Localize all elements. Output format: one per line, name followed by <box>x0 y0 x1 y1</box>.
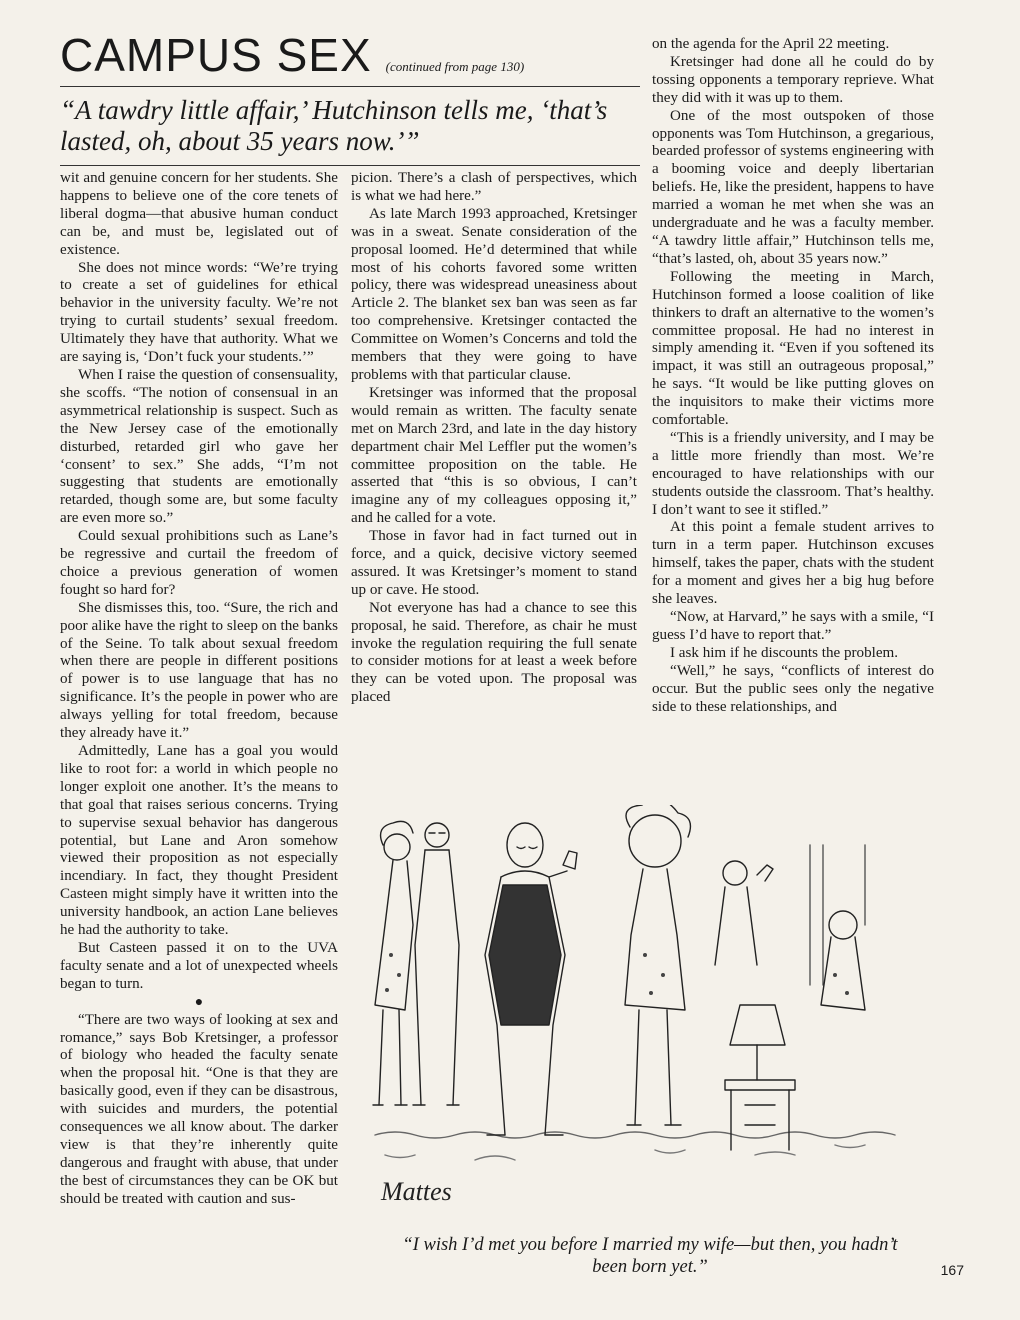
pull-quote: “A tawdry little affair,’ Hutchinson tells me, ‘that’s lasted, oh, about 35 years now.’” <box>60 95 608 156</box>
paragraph: on the agenda for the April 22 meeting. <box>652 36 890 52</box>
paragraph: “Well,” he says, “conflicts of interest do occur. But the public sees only the negative side to these relationships, and <box>652 662 934 715</box>
pull-quote-rule <box>60 165 640 166</box>
section-title: CAMPUS SEX <box>60 29 372 81</box>
title-row <box>60 28 640 82</box>
paragraph: She does not mince words: “We’re trying to create a set of guidelines for ethical behavior in the university faculty. We’re not trying to curtail students’ sexual freedom. Ultimately they have that authority. What we are saying is, ‘Don’t fuck your students.’” <box>60 259 338 366</box>
paragraph: Following the meeting in March, Hutchinson formed a loose coalition of like thinkers to draft an alternative to the women’s committee proposal. He had no interest in simply amending it. “Even if you softened its impact, it was still an outrageous proposal,” he says. “It would be like putting gloves on the inquisitors to make their victims more comfortable. <box>652 268 934 429</box>
section-separator: ● <box>194 994 204 1010</box>
paragraph: picion. There’s a clash of perspectives, which is what we had here.” <box>351 170 637 204</box>
paragraph: “There are two ways of looking at sex and romance,” says Bob Kretsinger, a professor of biology who headed the faculty senate when the proposal hit. “One is that they are basically good, even if they can be disastrous, with suicides and murders, the potential consequences we all know about. The darker view is that they’re inherently quite dangerous and fraught with abuse, that under the best of circumstances they can be OK but should be treated with caution and sus- <box>60 1011 338 1207</box>
paragraph: Kretsinger had done all he could do by tossing opponents a temporary reprieve. What they did with it was up to them. <box>652 53 934 106</box>
paragraph: “This is a friendly university, and I may be a little more friendly than most. We’re encouraged to have relationships with our students outside the classroom. That’s healthy. I don’t want to see it stifled.” <box>652 429 934 518</box>
text-column-1 <box>60 170 338 1209</box>
paragraph: When I raise the question of consensuality, she scoffs. “The notion of consensual in an asymmetrical relationship is suspect. Such as the New Jersey case of the emotionally disturbed, retarded girl who gave her ‘consent’ to sex.” She adds, “I’m not suggesting that students are emotionally retarded, though some are, but some faculty are even more so.” <box>60 366 338 527</box>
article-header <box>60 28 640 166</box>
text-column-2 <box>351 170 637 707</box>
cartoon-illustration <box>355 805 945 1215</box>
paragraph: At this point a female student arrives to turn in a term paper. Hutchinson excuses himself, takes the paper, chats with the student for a moment and gives her a big hug before she leaves. <box>652 519 934 608</box>
paragraph: I ask him if he discounts the problem. <box>670 644 899 661</box>
paragraph: Admittedly, Lane has a goal you would like to root for: a world in which people no longer exploit one another. It’s the means to that goal that raises serious concerns. Trying to supervise sexual behavior has dangerous potential, but Lane and Aron somehow viewed their proposition as not especially incendiary. In fact, they thought President Casteen might simply have it written into the university handbook, an action Lane believes he had the authority to take. <box>60 743 338 939</box>
page-number: 167 <box>940 1262 964 1278</box>
continued-note: (continued from page 130) <box>385 59 525 74</box>
paragraph: “Now, at Harvard,” he says with a smile, “I guess I’d have to report that.” <box>652 609 934 643</box>
paragraph: One of the most outspoken of those opponents was Tom Hutchinson, a gregarious, bearded professor of systems engineering with a booming voice and deeply libertarian beliefs. He, like the president, happens to have married a woman he met when she was an undergraduate and he was a faculty member. “A tawdry little affair,” Hutchinson tells me, “that’s lasted, oh, about 35 years now.” <box>652 107 934 267</box>
paragraph: Not everyone has had a chance to see this proposal, he said. Therefore, as chair he must invoke the regulation requiring the full senate to consider motions for at least a week before they can be voted upon. The proposal was placed <box>351 599 637 706</box>
cartoon-signature: Mattes <box>381 1177 452 1206</box>
cartoon-caption: “I wish I’d met you before I married my wife—but then, you hadn’t been born yet.” <box>402 1235 898 1277</box>
paragraph: wit and genuine concern for her students. She happens to believe one of the core tenets of liberal dogma—that abusive human conduct can be, and must be, legislated out of existence. <box>60 170 338 258</box>
paragraph: But Casteen passed it on to the UVA faculty senate and a lot of unexpected wheels began to turn. <box>60 939 338 992</box>
paragraph: Those in favor had in fact turned out in force, and a quick, decisive victory seemed assured. It was Kretsinger’s moment to stand up or cave. He stood. <box>351 528 637 598</box>
header-rule <box>60 86 640 87</box>
paragraph: As late March 1993 approached, Kretsinger was in a sweat. Senate consideration of the proposal loomed. He’d determined that while most of his cohorts favored some written policy, there was widespread uneasiness about Article 2. The blanket sex ban was seen as far too comprehensive. Kretsinger contacted the Committee on Women’s Concerns and told the members that they were going to have problems with that particular clause. <box>351 205 637 383</box>
paragraph: Kretsinger was informed that the proposal would remain as written. The faculty senate met on March 23rd, and late in the day history department chair Mel Leffler put the women’s committee proposition on the table. He asserted that “this is so obvious, I can’t imagine any of my colleagues opposing it,” and he called for a vote. <box>351 384 637 527</box>
paragraph: She dismisses this, too. “Sure, the rich and poor alike have the right to sleep on the banks of the Seine. To talk about sexual freedom when there are people in different positions of power is to use language that has no significance. It’s the people in power who are always yelling for total freedom, because they already have it.” <box>60 599 338 742</box>
paragraph: Could sexual prohibitions such as Lane’s be regressive and curtail the freedom of choice a previous generation of women fought so hard for? <box>60 528 338 598</box>
text-column-3 <box>652 36 934 716</box>
